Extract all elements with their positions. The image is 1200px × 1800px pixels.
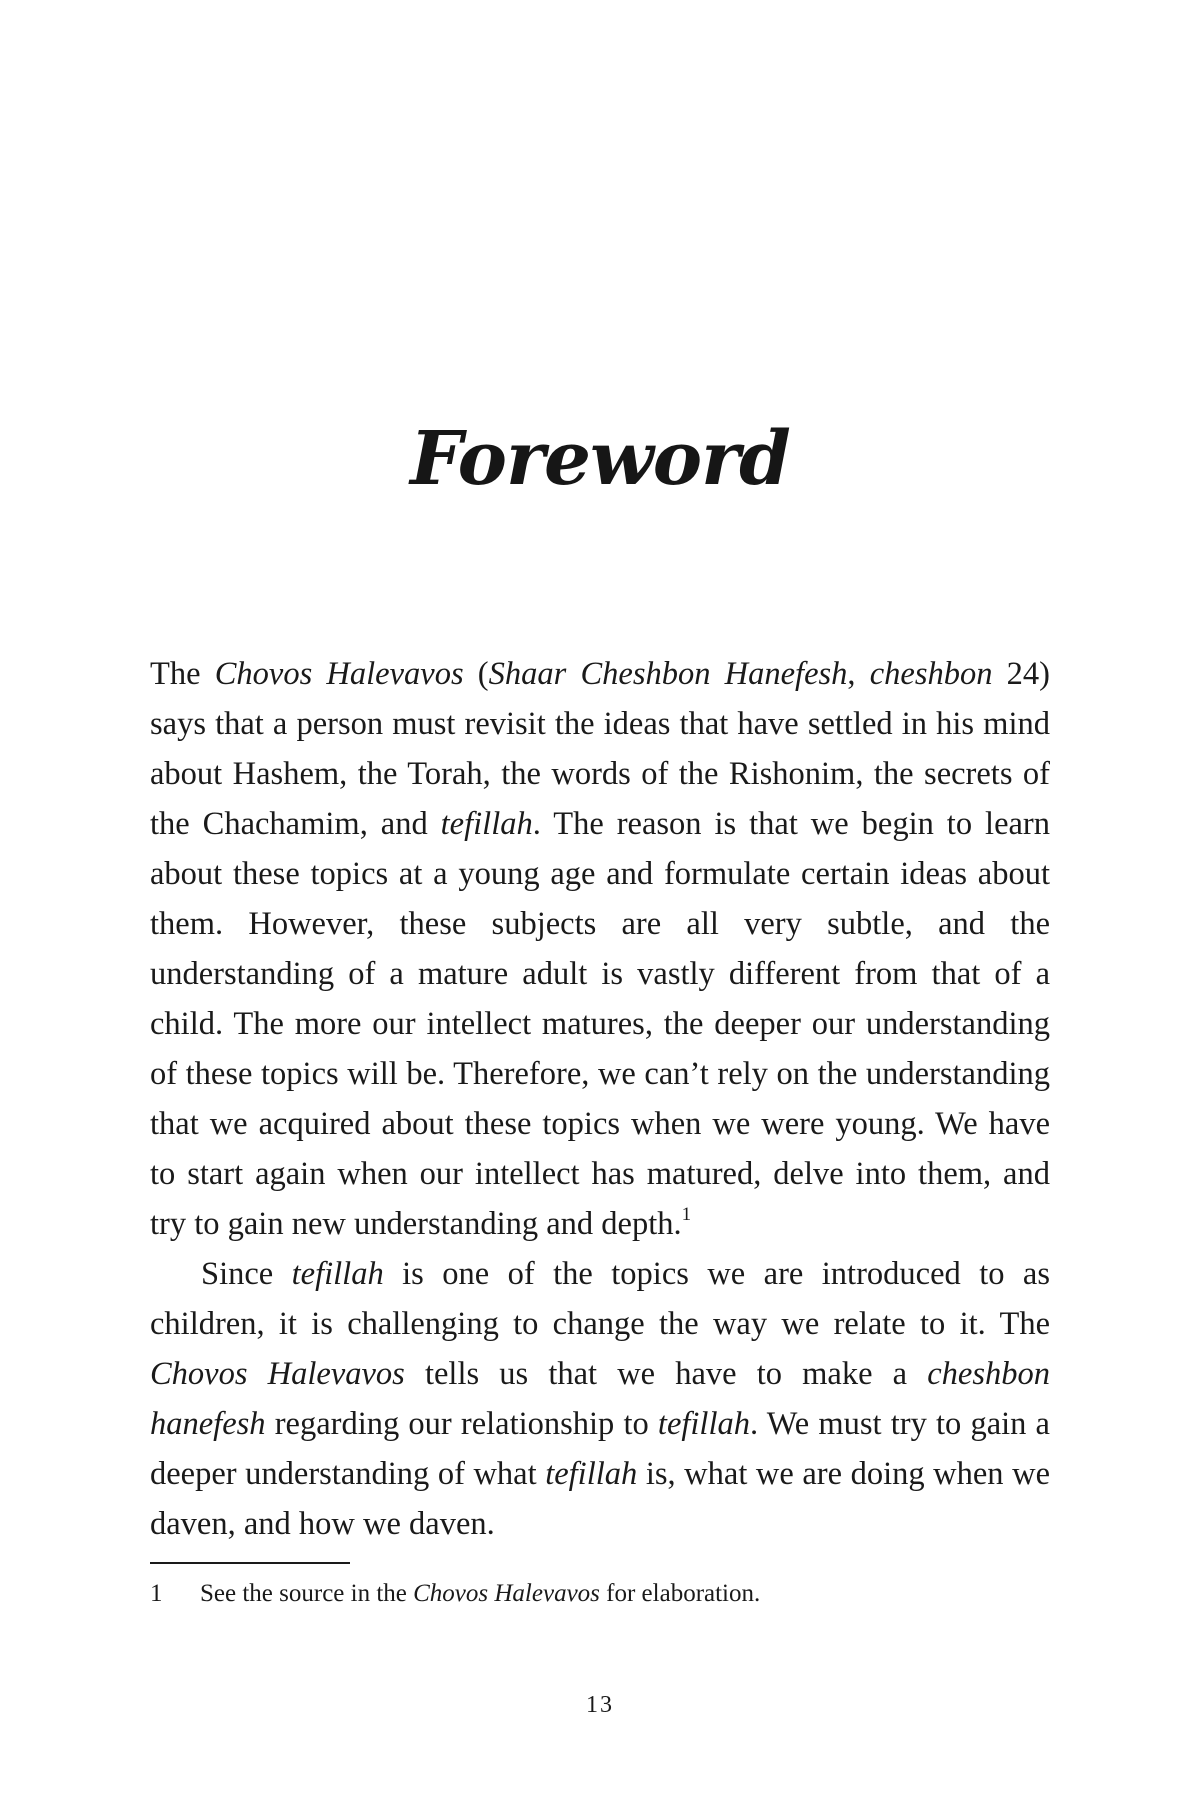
- italic-term: cheshbon hanefesh: [150, 1356, 1050, 1442]
- italic-term: Shaar Cheshbon Hanefesh: [488, 656, 848, 692]
- paragraph: [150, 649, 1050, 1249]
- footnote-text-after: for elaboration.: [599, 1580, 761, 1607]
- italic-term: tefillah: [545, 1456, 638, 1492]
- footnote-number: 1: [150, 1580, 163, 1607]
- italic-term: tefillah: [440, 806, 533, 842]
- italic-term: tefillah: [657, 1406, 750, 1442]
- chapter-title: Foreword: [410, 415, 790, 502]
- paragraph: [150, 1249, 1050, 1549]
- body-text: [150, 649, 1050, 1549]
- page-number: 13: [586, 1692, 614, 1718]
- footnote-book-title: Chovos Halevavos: [413, 1580, 600, 1607]
- text-run: . The reason is that we begin to learn about these topics at a young age and formulate certain ideas about them. However, these subjects are all very subtle, and the understanding of a mature adult is vastly different from that of a child. The more our intellect matures, the deeper our understanding of these topics will be. Therefore, we can’t rely on the understanding that we acquired about these topics when we were young. We have to start again when our intellect has matured, delve into them, and try to gain new understanding and depth.: [150, 806, 1050, 1242]
- italic-term: cheshbon: [869, 656, 993, 692]
- text-run: regarding our relationship to: [265, 1406, 658, 1442]
- text-run: 24) says that a person must revisit the ideas that have settled in his mind about Hashem, the Torah, the words of the Rishonim, the secrets of the Chachamim, and: [150, 656, 1050, 842]
- italic-term: Chovos Halevavos: [150, 1356, 405, 1392]
- text-run: is one of the topics we are introduced to as children, it is challenging to change the way we relate to it. The: [150, 1256, 1050, 1342]
- text-run: The: [150, 656, 215, 692]
- italic-term: tefillah: [291, 1256, 384, 1292]
- footnote-divider: [150, 1562, 350, 1564]
- footnote: [150, 1577, 1050, 1611]
- footnote-text-before: See the source in the: [200, 1580, 414, 1607]
- text-run: . We must try to gain a deeper understanding of what: [150, 1406, 1050, 1492]
- text-run: tells us that we have to make a: [404, 1356, 928, 1392]
- text-run: Since: [201, 1256, 292, 1292]
- footnote-reference: 1: [681, 1204, 692, 1226]
- text-run: is, what we are doing when we daven, and how we daven.: [150, 1456, 1050, 1542]
- text-run: (: [463, 656, 489, 692]
- text-run: ,: [847, 656, 870, 692]
- italic-term: Chovos Halevavos: [214, 656, 464, 692]
